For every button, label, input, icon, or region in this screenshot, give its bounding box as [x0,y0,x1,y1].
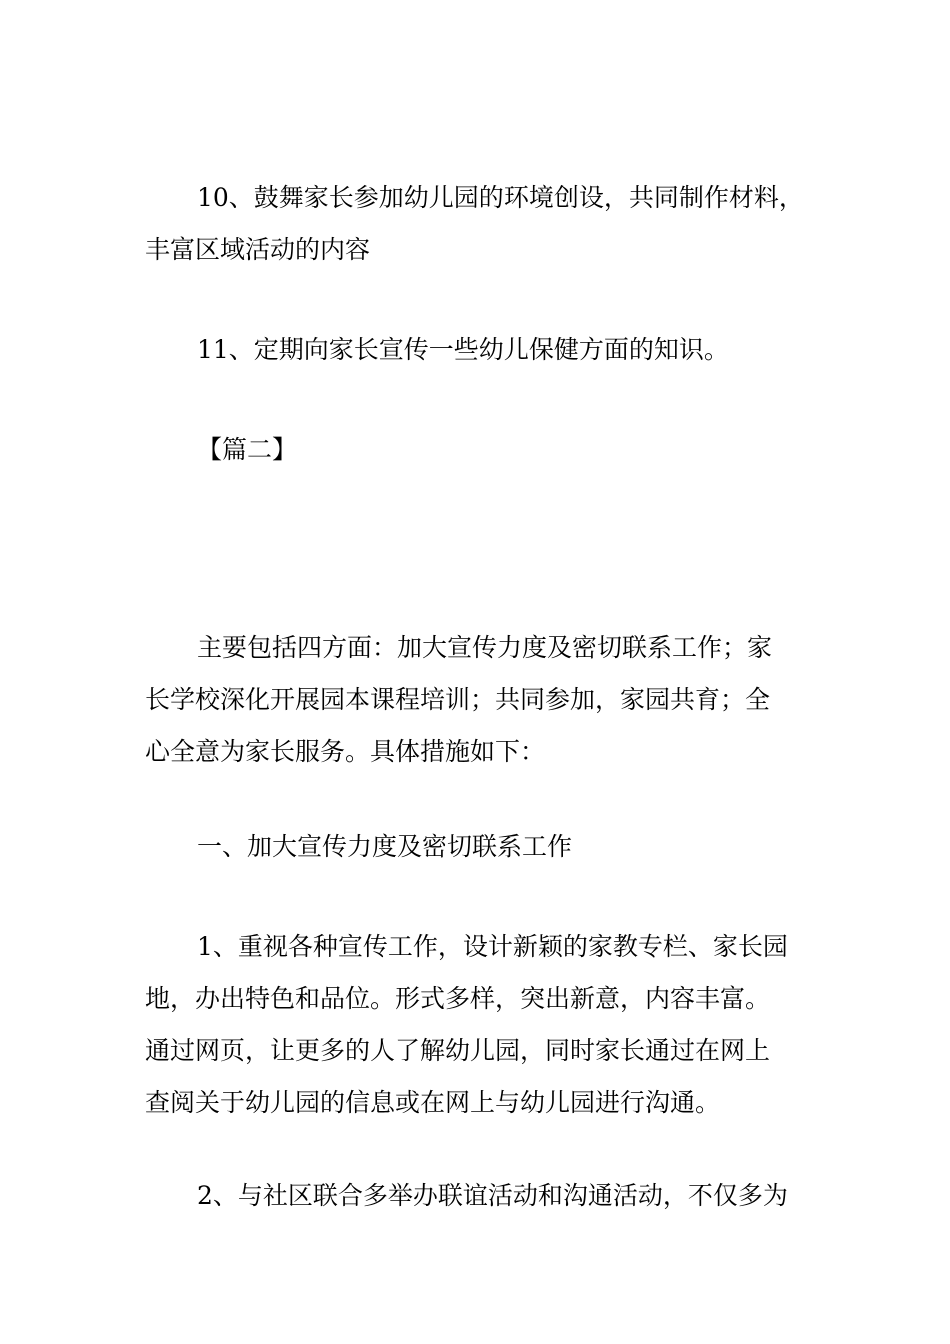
text-line: 11、定期向家长宣传一些幼儿保健方面的知识。 [197,335,729,364]
section-title-1 [145,821,815,873]
intro-paragraph [145,622,815,778]
text-line: 通过网页，让更多的人了解幼儿园，同时家长通过在网上 [145,1036,771,1065]
paragraph-item-11 [145,324,815,376]
text-line: 心全意为家长服务。具体措施如下： [145,737,546,766]
text-line: 【篇二】 [197,435,298,464]
text-line: 丰富区域活动的内容 [145,235,371,264]
text-line: 长学校深化开展园本课程培训；共同参加，家园共育；全 [145,685,771,714]
section-heading [145,424,815,476]
text-line: 主要包括四方面：加大宣传力度及密切联系工作；家 [197,633,773,662]
paragraph-item-2 [145,1170,815,1222]
paragraph-item-10 [145,172,815,276]
text-line: 1、重视各种宣传工作，设计新颖的家教专栏、家长园 [197,932,788,961]
text-line: 查阅关于幼儿园的信息或在网上与幼儿园进行沟通。 [145,1088,721,1117]
text-line: 地，办出特色和品位。形式多样，突出新意，内容丰富。 [145,984,771,1013]
paragraph-item-1 [145,921,815,1129]
text-line: 2、与社区联合多举办联谊活动和沟通活动，不仅多为 [197,1181,788,1210]
text-line: 10、鼓舞家长参加幼儿园的环境创设，共同制作材料， [197,183,804,212]
text-line: 一、加大宣传力度及密切联系工作 [197,832,573,861]
